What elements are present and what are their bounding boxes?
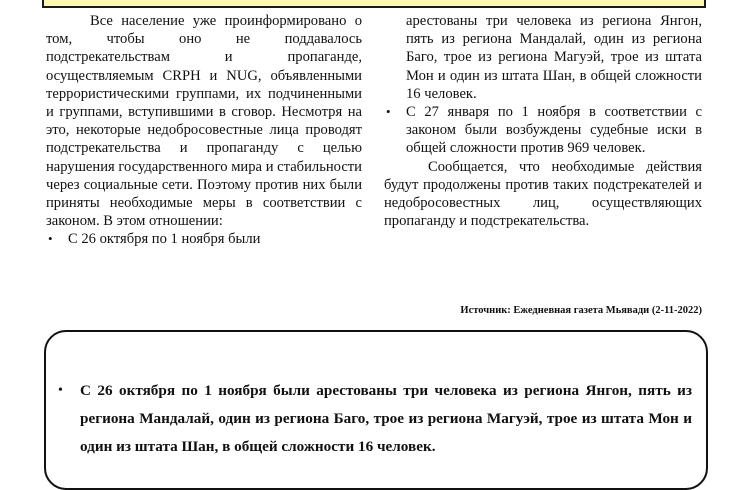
- highlight-bullet-text: С 26 октября по 1 ноября были арестованы три человека из региона Янгон, пять из региона Мандалай, один из региона Баго, трое из региона Магуэй, трое из штата Мон и один из штата Шан, в общей сложности 16 человек.: [80, 382, 692, 455]
- bullet-lawsuits: [384, 103, 702, 158]
- left-column: [46, 12, 362, 249]
- bullet-dot: •: [48, 231, 53, 247]
- intro-paragraph: Все население уже проинформировано о том, чтобы оно не поддавалось подстрекательствам и пропаганде, осуществляемым CRPH и NUG, объявленными террористическими группами, их подчиненными и группами, вступившими в сговор. Несмотря на это, некоторые недобросовестные лица проводят подстрекательства и пропаганду с целью нарушения государственного мира и стабильности через социальные сети. Поэтому против них были приняты необходимые меры в соответствии с законом. В этом отношении:: [46, 13, 362, 230]
- source-citation: Источник: Ежедневная газета Мьявади (2-11-2022): [460, 305, 702, 316]
- closing-paragraph: Сообщается, что необходимые действия будут продолжены против таких подстрекателей и недобросовестных лиц, осуществляющих пропаганду и подстрекательства.: [384, 158, 702, 230]
- bullet-lawsuits-text: С 27 января по 1 ноября в соответствии с законом были возбуждены судебные иски в общей сложности против 969 человек.: [406, 104, 702, 157]
- highlight-bullet-dot: •: [58, 383, 63, 398]
- right-column: [384, 12, 702, 230]
- bullet-arrests-start-text: С 26 октября по 1 ноября были: [68, 231, 261, 248]
- bullet-dot: •: [386, 104, 391, 120]
- top-banner: [42, 0, 706, 8]
- bullet-arrests-start: [46, 230, 362, 248]
- bullet-arrests-continued: арестованы три человека из региона Янгон, пять из региона Мандалай, один из региона Баго, трое из региона Магуэй, трое из штата Мон и один из штата Шан, в общей сложности 16 человек.: [406, 13, 702, 102]
